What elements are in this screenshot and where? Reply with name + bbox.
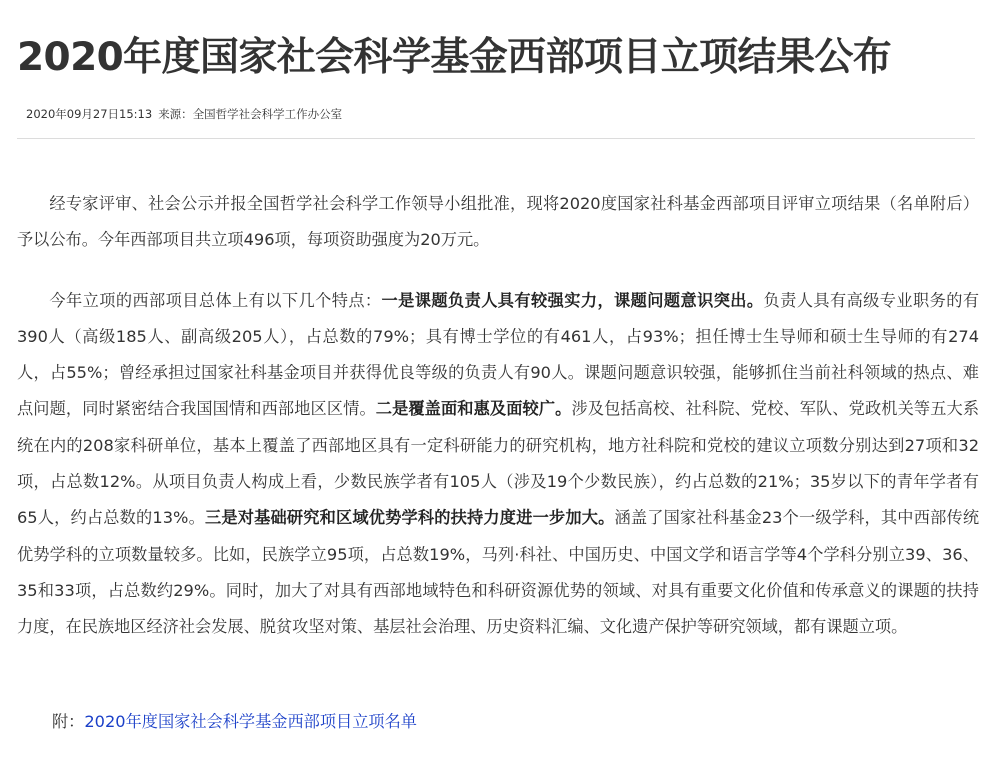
article-meta — [26, 104, 348, 124]
features-lead: 今年立项的西部项目总体上有以下几个特点： — [49, 290, 382, 310]
feature-three-text: 涵盖了国家社科基金23个一级学科，其中西部传统优势学科的立项数量较多。比如，民族学立95项，占总数19%，马列·科社、中国历史、中国文学和语言学等4个学科分别立39、36、35和33项，占总数约29%。同时，加大了对具有西部地域特色和科研资源优势的领域、对具有重要文化价值和传承意义的课题的扶持力度，在民族地区经济社会发展、脱贫攻坚对策、基层社会治理、历史资料汇编、文化遗产保护等研究领域，都有课题立项。 — [17, 508, 980, 637]
source-label: 来源： — [158, 107, 193, 121]
paragraph-intro: 经专家评审、社会公示并报全国哲学社会科学工作领导小组批准，现将2020度国家社科基金西部项目评审立项结果（名单附后）予以公布。今年西部项目共立项496项，每项资助强度为20万元。 — [17, 194, 979, 250]
publish-date: 2020年09月27日15:13 — [26, 107, 153, 121]
source-name: 全国哲学社会科学工作办公室 — [192, 107, 343, 121]
feature-one-heading: 一是课题负责人具有较强实力，课题问题意识突出。 — [381, 290, 764, 310]
feature-two-text: 涉及包括高校、社科院、党校、军队、党政机关等五大系统在内的208家科研单位，基本上覆盖了西部地区具有一定科研能力的研究机构，地方社科院和党校的建议立项数分别达到27项和32项，占总数12%。从项目负责人构成上看，少数民族学者有105人（涉及19个少数民族），约占总数的21%；35岁以下的青年学者有65人，约占总数的13%。 — [17, 399, 980, 528]
feature-two-heading: 二是覆盖面和惠及面较广。 — [375, 399, 572, 419]
article-title: 2020年度国家社会科学基金西部项目立项结果公布 — [17, 35, 892, 80]
feature-three-heading: 三是对基础研究和区域优势学科的扶持力度进一步加大。 — [205, 508, 615, 528]
attachment-label: 附： — [52, 712, 85, 731]
attachment-line — [52, 704, 417, 740]
header-divider — [17, 138, 975, 139]
article-body — [17, 186, 979, 646]
attachment-link[interactable]: 2020年度国家社会科学基金西部项目立项名单 — [84, 712, 417, 731]
paragraph-features — [17, 283, 979, 646]
feature-one-text: 负责人具有高级专业职务的有390人（高级185人、副高级205人），占总数的79%；具有博士学位的有461人，占93%；担任博士生导师和硕士生导师的有274人，占55%；曾经承担过国家社科基金项目并获得优良等级的负责人有90人。课题问题意识较强，能够抓住当前社科领域的热点、难点问题，同时紧密结合我国国情和西部地区区情。 — [17, 290, 980, 419]
